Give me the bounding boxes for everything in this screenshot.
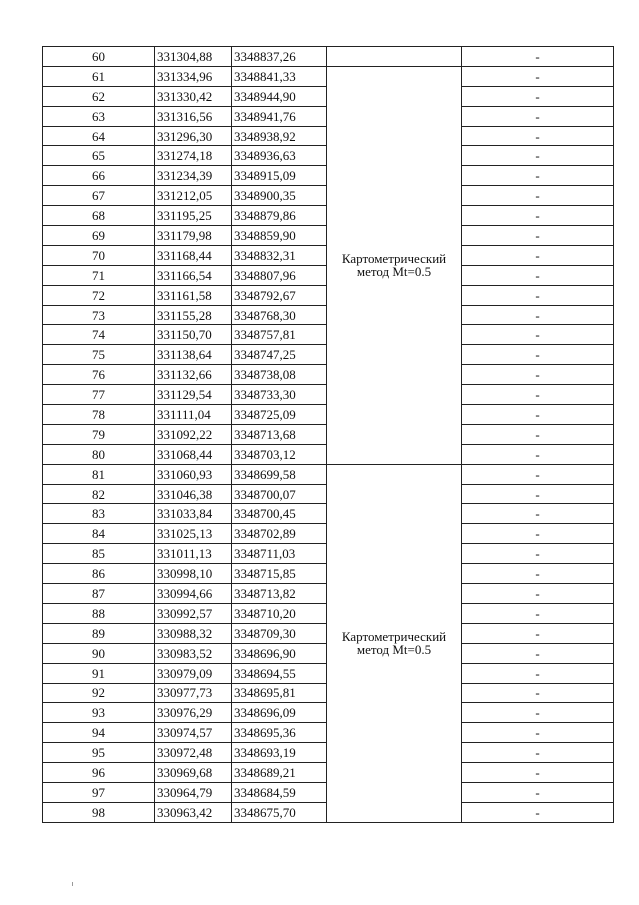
coordinate-y: 3348715,85 bbox=[232, 564, 327, 584]
point-number: 65 bbox=[43, 146, 155, 166]
coordinate-y: 3348695,81 bbox=[232, 683, 327, 703]
coordinate-x: 330972,48 bbox=[155, 743, 232, 763]
coordinate-y: 3348792,67 bbox=[232, 285, 327, 305]
extra-value: - bbox=[462, 464, 614, 484]
coordinate-x: 330994,66 bbox=[155, 584, 232, 604]
extra-value: - bbox=[462, 405, 614, 425]
point-number: 91 bbox=[43, 663, 155, 683]
coordinate-x: 331195,25 bbox=[155, 206, 232, 226]
point-number: 85 bbox=[43, 544, 155, 564]
method-line-2: метод Mt=0.5 bbox=[356, 642, 432, 658]
coordinate-x: 331060,93 bbox=[155, 464, 232, 484]
coordinate-x: 331155,28 bbox=[155, 305, 232, 325]
point-number: 69 bbox=[43, 226, 155, 246]
point-number: 68 bbox=[43, 206, 155, 226]
coordinate-y: 3348944,90 bbox=[232, 86, 327, 106]
coordinate-y: 3348696,90 bbox=[232, 643, 327, 663]
point-number: 83 bbox=[43, 504, 155, 524]
coordinate-x: 331138,64 bbox=[155, 345, 232, 365]
extra-value: - bbox=[462, 703, 614, 723]
coordinate-x: 331150,70 bbox=[155, 325, 232, 345]
coordinate-y: 3348689,21 bbox=[232, 763, 327, 783]
coordinate-y: 3348837,26 bbox=[232, 47, 327, 67]
extra-value: - bbox=[462, 226, 614, 246]
method-cell-empty bbox=[327, 47, 462, 67]
coordinate-x: 331296,30 bbox=[155, 126, 232, 146]
extra-value: - bbox=[462, 484, 614, 504]
extra-value: - bbox=[462, 325, 614, 345]
coordinate-x: 330974,57 bbox=[155, 723, 232, 743]
coordinate-y: 3348738,08 bbox=[232, 365, 327, 385]
extra-value: - bbox=[462, 365, 614, 385]
coordinate-y: 3348684,59 bbox=[232, 782, 327, 802]
extra-value: - bbox=[462, 444, 614, 464]
extra-value: - bbox=[462, 723, 614, 743]
method-line-2: метод Mt=0.5 bbox=[356, 264, 432, 280]
coordinate-x: 330964,79 bbox=[155, 782, 232, 802]
extra-value: - bbox=[462, 424, 614, 444]
coordinate-x: 330977,73 bbox=[155, 683, 232, 703]
point-number: 82 bbox=[43, 484, 155, 504]
point-number: 92 bbox=[43, 683, 155, 703]
table-body bbox=[43, 47, 614, 823]
point-number: 97 bbox=[43, 782, 155, 802]
coordinate-x: 330976,29 bbox=[155, 703, 232, 723]
extra-value: - bbox=[462, 146, 614, 166]
coordinate-x: 330963,42 bbox=[155, 802, 232, 822]
point-number: 76 bbox=[43, 365, 155, 385]
coordinate-y: 3348693,19 bbox=[232, 743, 327, 763]
coordinate-x: 331274,18 bbox=[155, 146, 232, 166]
extra-value: - bbox=[462, 265, 614, 285]
point-number: 79 bbox=[43, 424, 155, 444]
coordinate-x: 331330,42 bbox=[155, 86, 232, 106]
extra-value: - bbox=[462, 683, 614, 703]
coordinate-y: 3348915,09 bbox=[232, 166, 327, 186]
coordinate-x: 331234,39 bbox=[155, 166, 232, 186]
coordinate-x: 331025,13 bbox=[155, 524, 232, 544]
point-number: 75 bbox=[43, 345, 155, 365]
extra-value: - bbox=[462, 47, 614, 67]
coordinate-y: 3348747,25 bbox=[232, 345, 327, 365]
coordinate-x: 330983,52 bbox=[155, 643, 232, 663]
coordinate-x: 331033,84 bbox=[155, 504, 232, 524]
extra-value: - bbox=[462, 663, 614, 683]
coordinate-x: 331046,38 bbox=[155, 484, 232, 504]
extra-value: - bbox=[462, 186, 614, 206]
coordinate-x: 331068,44 bbox=[155, 444, 232, 464]
coordinate-x: 331092,22 bbox=[155, 424, 232, 444]
point-number: 66 bbox=[43, 166, 155, 186]
point-number: 67 bbox=[43, 186, 155, 206]
point-number: 86 bbox=[43, 564, 155, 584]
coordinate-x: 330969,68 bbox=[155, 763, 232, 783]
coordinate-x: 331179,98 bbox=[155, 226, 232, 246]
point-number: 94 bbox=[43, 723, 155, 743]
coordinate-y: 3348733,30 bbox=[232, 385, 327, 405]
extra-value: - bbox=[462, 623, 614, 643]
coordinate-x: 330988,32 bbox=[155, 623, 232, 643]
coordinate-y: 3348938,92 bbox=[232, 126, 327, 146]
point-number: 84 bbox=[43, 524, 155, 544]
point-number: 80 bbox=[43, 444, 155, 464]
extra-value: - bbox=[462, 524, 614, 544]
coordinate-x: 331212,05 bbox=[155, 186, 232, 206]
point-number: 88 bbox=[43, 603, 155, 623]
coordinate-y: 3348936,63 bbox=[232, 146, 327, 166]
extra-value: - bbox=[462, 345, 614, 365]
point-number: 63 bbox=[43, 106, 155, 126]
coordinate-x: 331304,88 bbox=[155, 47, 232, 67]
point-number: 77 bbox=[43, 385, 155, 405]
coordinate-x: 331161,58 bbox=[155, 285, 232, 305]
coordinate-y: 3348694,55 bbox=[232, 663, 327, 683]
coordinate-y: 3348700,07 bbox=[232, 484, 327, 504]
method-description bbox=[327, 66, 462, 464]
point-number: 93 bbox=[43, 703, 155, 723]
method-line-1: Картометрический bbox=[341, 629, 447, 645]
extra-value: - bbox=[462, 643, 614, 663]
coordinate-y: 3348675,70 bbox=[232, 802, 327, 822]
coordinate-y: 3348700,45 bbox=[232, 504, 327, 524]
coordinate-y: 3348859,90 bbox=[232, 226, 327, 246]
point-number: 98 bbox=[43, 802, 155, 822]
coordinate-x: 331011,13 bbox=[155, 544, 232, 564]
method-description bbox=[327, 464, 462, 822]
extra-value: - bbox=[462, 305, 614, 325]
point-number: 90 bbox=[43, 643, 155, 663]
point-number: 74 bbox=[43, 325, 155, 345]
extra-value: - bbox=[462, 802, 614, 822]
point-number: 81 bbox=[43, 464, 155, 484]
coordinate-y: 3348768,30 bbox=[232, 305, 327, 325]
coordinate-y: 3348841,33 bbox=[232, 66, 327, 86]
coordinate-x: 331168,44 bbox=[155, 245, 232, 265]
point-number: 61 bbox=[43, 66, 155, 86]
extra-value: - bbox=[462, 285, 614, 305]
point-number: 72 bbox=[43, 285, 155, 305]
table-row bbox=[43, 464, 614, 484]
extra-value: - bbox=[462, 385, 614, 405]
point-number: 73 bbox=[43, 305, 155, 325]
point-number: 64 bbox=[43, 126, 155, 146]
coordinate-y: 3348709,30 bbox=[232, 623, 327, 643]
coordinate-y: 3348710,20 bbox=[232, 603, 327, 623]
point-number: 70 bbox=[43, 245, 155, 265]
coordinate-y: 3348807,96 bbox=[232, 265, 327, 285]
point-number: 78 bbox=[43, 405, 155, 425]
coordinate-y: 3348703,12 bbox=[232, 444, 327, 464]
coordinate-y: 3348696,09 bbox=[232, 703, 327, 723]
coordinate-y: 3348711,03 bbox=[232, 544, 327, 564]
table-row bbox=[43, 66, 614, 86]
coordinate-y: 3348699,58 bbox=[232, 464, 327, 484]
point-number: 71 bbox=[43, 265, 155, 285]
extra-value: - bbox=[462, 763, 614, 783]
extra-value: - bbox=[462, 86, 614, 106]
extra-value: - bbox=[462, 782, 614, 802]
point-number: 96 bbox=[43, 763, 155, 783]
extra-value: - bbox=[462, 106, 614, 126]
extra-value: - bbox=[462, 743, 614, 763]
extra-value: - bbox=[462, 126, 614, 146]
point-number: 62 bbox=[43, 86, 155, 106]
coordinates-table bbox=[42, 46, 614, 823]
coordinate-y: 3348702,89 bbox=[232, 524, 327, 544]
extra-value: - bbox=[462, 206, 614, 226]
table-row bbox=[43, 47, 614, 67]
extra-value: - bbox=[462, 603, 614, 623]
point-number: 89 bbox=[43, 623, 155, 643]
coordinate-y: 3348900,35 bbox=[232, 186, 327, 206]
point-number: 87 bbox=[43, 584, 155, 604]
coordinate-x: 331316,56 bbox=[155, 106, 232, 126]
coordinate-y: 3348695,36 bbox=[232, 723, 327, 743]
scan-mark bbox=[72, 882, 73, 886]
coordinate-y: 3348713,82 bbox=[232, 584, 327, 604]
point-number: 95 bbox=[43, 743, 155, 763]
coordinate-x: 331132,66 bbox=[155, 365, 232, 385]
coordinate-y: 3348757,81 bbox=[232, 325, 327, 345]
coordinate-y: 3348832,31 bbox=[232, 245, 327, 265]
extra-value: - bbox=[462, 504, 614, 524]
point-number: 60 bbox=[43, 47, 155, 67]
method-line-1: Картометрический bbox=[341, 251, 447, 267]
coordinate-x: 330998,10 bbox=[155, 564, 232, 584]
extra-value: - bbox=[462, 544, 614, 564]
coordinate-x: 331166,54 bbox=[155, 265, 232, 285]
coordinate-y: 3348713,68 bbox=[232, 424, 327, 444]
coordinate-y: 3348879,86 bbox=[232, 206, 327, 226]
extra-value: - bbox=[462, 66, 614, 86]
coordinate-x: 331111,04 bbox=[155, 405, 232, 425]
coordinate-y: 3348941,76 bbox=[232, 106, 327, 126]
extra-value: - bbox=[462, 564, 614, 584]
extra-value: - bbox=[462, 584, 614, 604]
coordinate-x: 331129,54 bbox=[155, 385, 232, 405]
extra-value: - bbox=[462, 245, 614, 265]
coordinate-x: 330979,09 bbox=[155, 663, 232, 683]
coordinate-x: 330992,57 bbox=[155, 603, 232, 623]
coordinate-x: 331334,96 bbox=[155, 66, 232, 86]
extra-value: - bbox=[462, 166, 614, 186]
coordinate-y: 3348725,09 bbox=[232, 405, 327, 425]
